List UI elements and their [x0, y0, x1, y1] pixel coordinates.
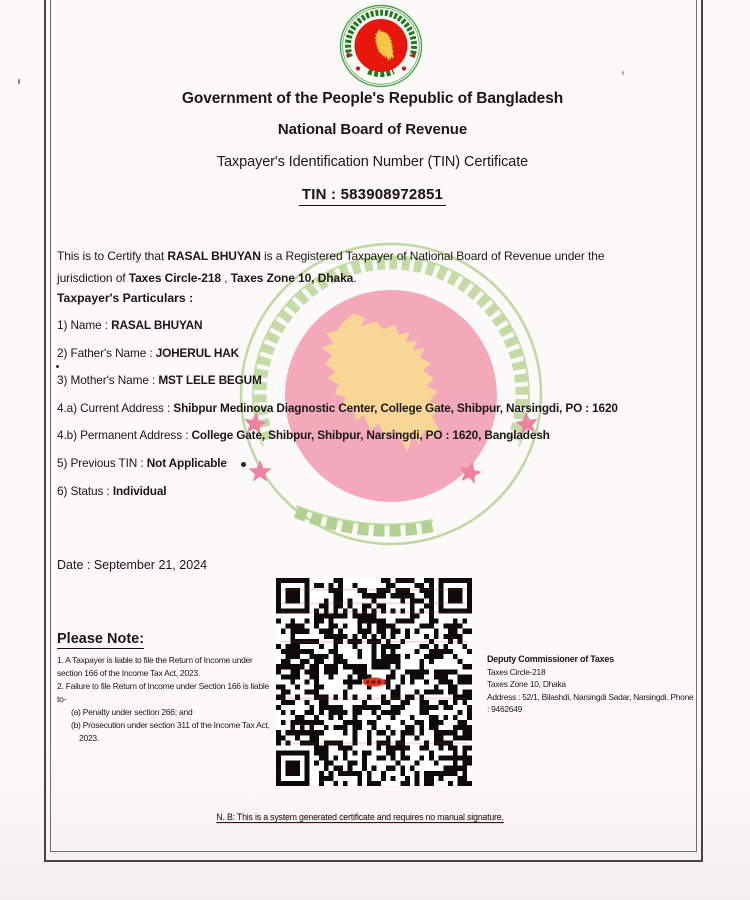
tin-number: TIN : 583908972851 [299, 186, 446, 206]
particulars-list [57, 319, 697, 512]
scan-artifact-dot [56, 365, 59, 368]
note-item: 2. Failure to file Return of Income under Section 166 is liable to- [57, 681, 269, 704]
scan-artifact-dot [18, 79, 20, 84]
govt-title: Government of the People's Republic of Bangladesh [181, 90, 564, 107]
particulars-row: 6) Status : Individual [57, 483, 167, 498]
commissioner-line: Taxes Circle-218 [487, 666, 546, 677]
scan-artifact-dot [622, 71, 624, 75]
commissioner-line: Taxes Zone 10, Dhaka [487, 679, 566, 689]
taxpayer-name: RASAL BHUYAN [167, 249, 261, 263]
particulars-row: 4.a) Current Address : Shibpur Medinova Diagnostic Center, College Gate, Shibpur, Narsingdi, PO : 1620 [57, 400, 618, 415]
bangladesh-emblem-icon [337, 4, 425, 88]
note-item: (a) Penalty under section 266; and [71, 707, 193, 717]
certify-paragraph: This is to Certify that RASAL BHUYAN is a Registered Taxpayer of National Board of Revenue under the jurisdiction of Taxes Circle-218 , Taxes Zone 10, Dhaka. [57, 249, 605, 285]
commissioner-block [487, 653, 707, 716]
please-note-heading: Please Note: [57, 631, 145, 647]
commissioner-lines [487, 666, 707, 716]
board-title: National Board of Revenue [277, 121, 468, 138]
particulars-heading: Taxpayer's Particulars : [57, 291, 194, 305]
date-line: Date : September 21, 2024 [57, 558, 208, 572]
commissioner-line: Address : 52/1, Bilashdi, Narsingdi Sadar, Narsingdi. Phone [487, 691, 694, 702]
tin-line [45, 186, 700, 206]
please-note-block [57, 630, 282, 745]
commissioner-title: Deputy Commissioner of Taxes [487, 654, 614, 664]
particulars-row: 4.b) Permanent Address : College Gate, Shibpur, Shibpur, Narsingdi, PO : 1620, Bangladesh [57, 428, 550, 443]
scan-artifact-dot [241, 462, 246, 467]
commissioner-line: : 9462649 [487, 704, 523, 714]
particulars-row: 1) Name : RASAL BHUYAN [57, 318, 203, 332]
particulars-row: 3) Mother's Name : MST LELE BEGUM [57, 373, 262, 388]
note-item: 1. A Taxpayer is liable to file the Return of Income under section 166 of the Income Tax Act, 2023. [57, 655, 253, 678]
footer-note: N. B: This is a system generated certificate and requires no manual signature. [216, 812, 504, 822]
particulars-row: 2) Father's Name : JOHERUL HAK [57, 345, 240, 360]
particulars-row: 5) Previous TIN : Not Applicable [57, 455, 227, 470]
taxes-circle: Taxes Circle-218 [128, 270, 222, 285]
qr-code [276, 578, 472, 786]
note-list [57, 654, 282, 745]
note-item: (b) Prosecution under section 311 of the Income Tax Act, 2023. [71, 720, 270, 743]
certificate-title: Taxpayer's Identification Number (TIN) Certificate [216, 154, 529, 170]
taxes-zone: Taxes Zone 10, Dhaka [230, 270, 354, 285]
